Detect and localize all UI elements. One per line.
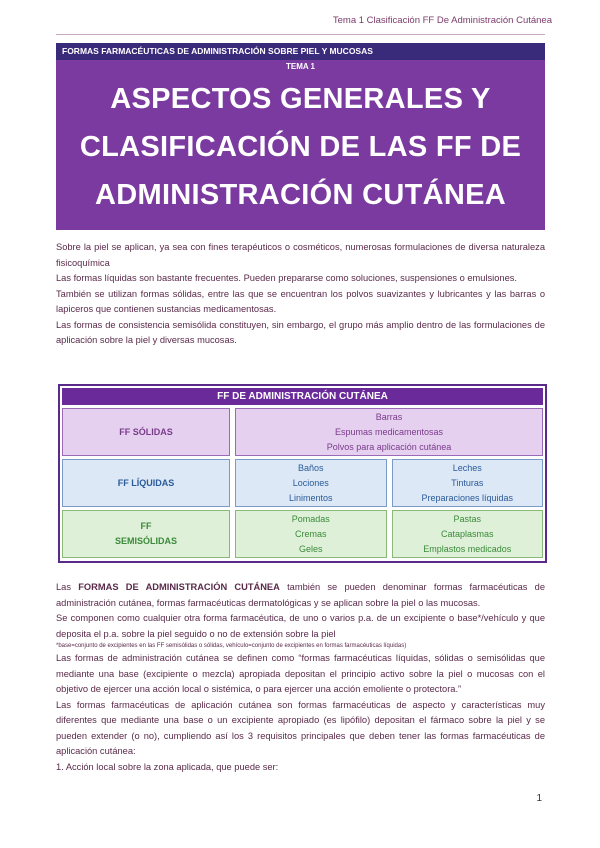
category-label: SEMISÓLIDAS (114, 536, 177, 546)
category-semisolid (62, 510, 230, 558)
banner-category: FORMAS FARMACÉUTICAS DE ADMINISTRACIÓN SOBRE PIEL Y MUCOSAS (56, 43, 545, 60)
table-row-semisolid (62, 510, 543, 558)
liquid-items-col2 (392, 459, 544, 507)
intro-paragraph: Las formas líquidas son bastante frecuentes. Pueden prepararse como soluciones, suspensiones o emulsiones. (56, 273, 517, 283)
list-item: Barras (375, 411, 403, 422)
liquid-items-col1 (235, 459, 387, 507)
ff-classification-table (58, 384, 547, 563)
banner-topic: TEMA 1 (56, 60, 545, 74)
body-paragraph: Las formas de administración cutánea se definen como “formas farmacéuticas líquidas, sólidas o semisólidas que mediante una base (excipiente o mezcla) apropiada depositan el principio activo sobre la piel o mucosas con el objetivo de ejercer una acción local o sistémica, o para ejercer una acción emoliente o protectora.” (56, 653, 545, 694)
intro-section (56, 240, 545, 349)
header-divider (56, 34, 545, 35)
body-paragraph: Las formas farmacéuticas de aplicación cutánea son formas farmacéuticas de aspecto y características muy diferentes que mediante una base o un excipiente apropiado (es lipófilo) depositan el fármaco sobre la piel y se pueden extender (o no), cumpliendo así los 3 requisitos principales que deben tener las formas farmacéuticas de aplicación cutánea: (56, 699, 545, 756)
list-item: Emplastos medicados (423, 543, 512, 554)
title-line-1: ASPECTOS GENERALES Y (110, 83, 491, 115)
list-item: Polvos para aplicación cutánea (326, 441, 452, 452)
category-liquid: FF LÍQUIDAS (62, 459, 230, 507)
category-solid: FF SÓLIDAS (62, 408, 230, 456)
category-label: FF (140, 521, 152, 531)
table-title: FF DE ADMINISTRACIÓN CUTÁNEA (62, 388, 543, 405)
list-item: Geles (298, 543, 323, 554)
numbered-list-item: 1. Acción local sobre la zona aplicada, que puede ser: (56, 761, 279, 772)
title-line-2: CLASIFICACIÓN DE LAS FF DE (79, 131, 522, 163)
intro-paragraph: Las formas de consistencia semisólida constituyen, sin embargo, el grupo más amplio dentro de las formulaciones de aplicación sobre la piel y diversas mucosas. (56, 319, 545, 345)
body-paragraph: Las FORMAS DE ADMINISTRACIÓN CUTÁNEA también se pueden denominar formas farmacéuticas de administración cutánea, formas farmacéuticas dermatológicas y se aplican sobre la piel o las mucosas. (56, 582, 545, 608)
intro-paragraph: También se utilizan formas sólidas, entre las que se encuentran los polvos suavizantes y lubricantes y las barras o lapiceros que contienen sustancias medicamentosas. (56, 288, 545, 314)
list-item: Pomadas (291, 513, 330, 524)
footnote: *base=conjunto de excipientes en las FF semisólidas o sólidas, vehículo=conjunto de excipientes en formas farmacéuticas líquidas) (56, 643, 407, 649)
intro-paragraph: Sobre la piel se aplican, ya sea con fines terapéuticos o cosméticos, numerosas formulaciones de diversa naturaleza fisicoquímica (56, 242, 545, 268)
emphasis-term: FORMAS DE ADMINISTRACIÓN CUTÁNEA (78, 582, 280, 592)
list-item: Tinturas (451, 477, 484, 488)
semisolid-items-col2 (392, 510, 544, 558)
list-item: Pastas (453, 513, 481, 524)
page-title (56, 74, 545, 230)
list-item: Cremas (294, 528, 327, 539)
title-line-3: ADMINISTRACIÓN CUTÁNEA (95, 179, 506, 211)
list-item: Baños (297, 462, 324, 473)
list-item: Linimentos (288, 492, 333, 503)
list-item: Preparaciones líquidas (421, 492, 514, 503)
solid-items (235, 408, 543, 456)
table-row-liquid (62, 459, 543, 507)
table-row-solid (62, 408, 543, 456)
running-header: Tema 1 Clasificación FF De Administración Cutánea (332, 15, 552, 26)
title-banner (56, 43, 545, 230)
list-item: Cataplasmas (440, 528, 494, 539)
semisolid-items-col1 (235, 510, 387, 558)
list-item: Leches (452, 462, 482, 473)
body-paragraph: Se componen como cualquier otra forma farmacéutica, de uno o varios p.a. de un excipiente o base*/vehículo y que deposita el p.a. sobre la piel seguido o no de extensión sobre la piel (56, 613, 545, 639)
list-item: Espumas medicamentosas (334, 426, 444, 437)
body-section (56, 580, 545, 775)
list-item: Lociones (292, 477, 329, 488)
page-number: 1 (536, 793, 542, 804)
